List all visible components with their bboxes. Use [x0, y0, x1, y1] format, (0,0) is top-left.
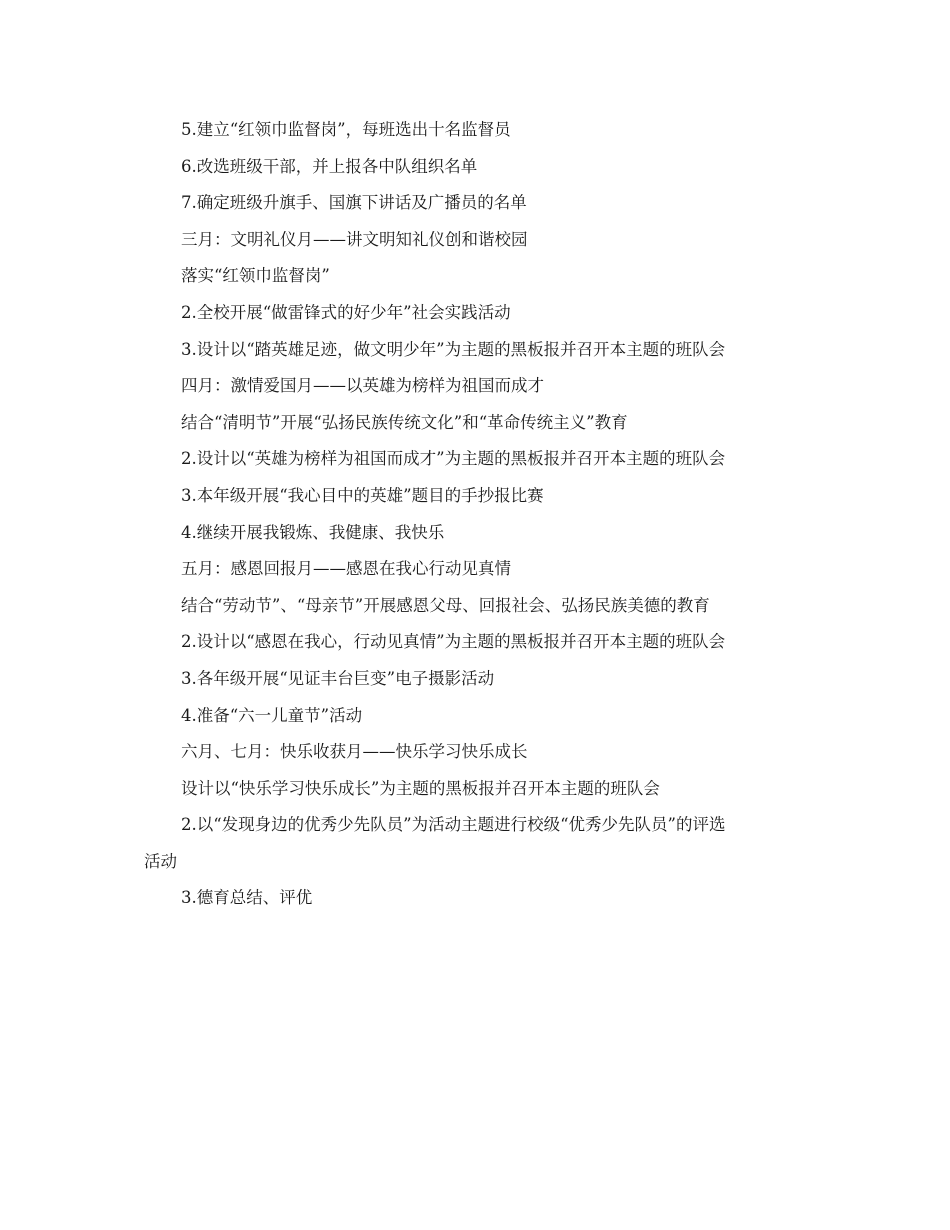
text-line: 5.建立“红领巾监督岗”，每班选出十名监督员: [181, 120, 511, 139]
text-line: 落实“红领巾监督岗”: [181, 266, 330, 286]
section-heading-june-july: 六月、七月：快乐收获月——快乐学习快乐成长: [181, 742, 528, 762]
text-line: 2.以“发现身边的优秀少先队员”为活动主题进行校级“优秀少先队员”的评选: [181, 815, 726, 835]
section-heading-march: 三月：文明礼仪月——讲文明知礼仪创和谐校园: [181, 229, 528, 249]
text-line: 3.各年级开展“见证丰台巨变”电子摄影活动: [181, 668, 495, 688]
section-heading-april: 四月：激情爱国月——以英雄为榜样为祖国而成才: [181, 376, 544, 396]
text-line: 3.德育总结、评优: [181, 888, 313, 908]
text-line: 2.全校开展“做雷锋式的好少年”社会实践活动: [181, 302, 511, 322]
text-line: 2.设计以“感恩在我心，行动见真情”为主题的黑板报并召开本主题的班队会: [181, 632, 726, 652]
text-line: 2.设计以“英雄为榜样为祖国而成才”为主题的黑板报并召开本主题的班队会: [181, 449, 726, 469]
text-line: 4.继续开展我锻炼、我健康、我快乐: [181, 522, 445, 542]
section-heading-may: 五月：感恩回报月——感恩在我心行动见真情: [181, 559, 511, 579]
text-line: 3.设计以“踏英雄足迹，做文明少年”为主题的黑板报并召开本主题的班队会: [181, 339, 726, 359]
document-body: [0, 112, 950, 917]
text-line: 3.本年级开展“我心目中的英雄”题目的手抄报比赛: [181, 485, 544, 505]
text-line: 7.确定班级升旗手、国旗下讲话及广播员的名单: [181, 193, 527, 213]
text-line: 6.改选班级干部，并上报各中队组织名单: [181, 156, 478, 176]
text-line: 结合“劳动节”、“母亲节”开展感恩父母、回报社会、弘扬民族美德的教育: [181, 595, 710, 615]
text-line-continuation: 活动: [144, 851, 177, 871]
text-line: 结合“清明节”开展“弘扬民族传统文化”和“革命传统主义”教育: [181, 412, 628, 432]
text-line: 设计以“快乐学习快乐成长”为主题的黑板报并召开本主题的班队会: [181, 778, 660, 798]
text-line: 4.准备“六一儿童节”活动: [181, 705, 363, 725]
